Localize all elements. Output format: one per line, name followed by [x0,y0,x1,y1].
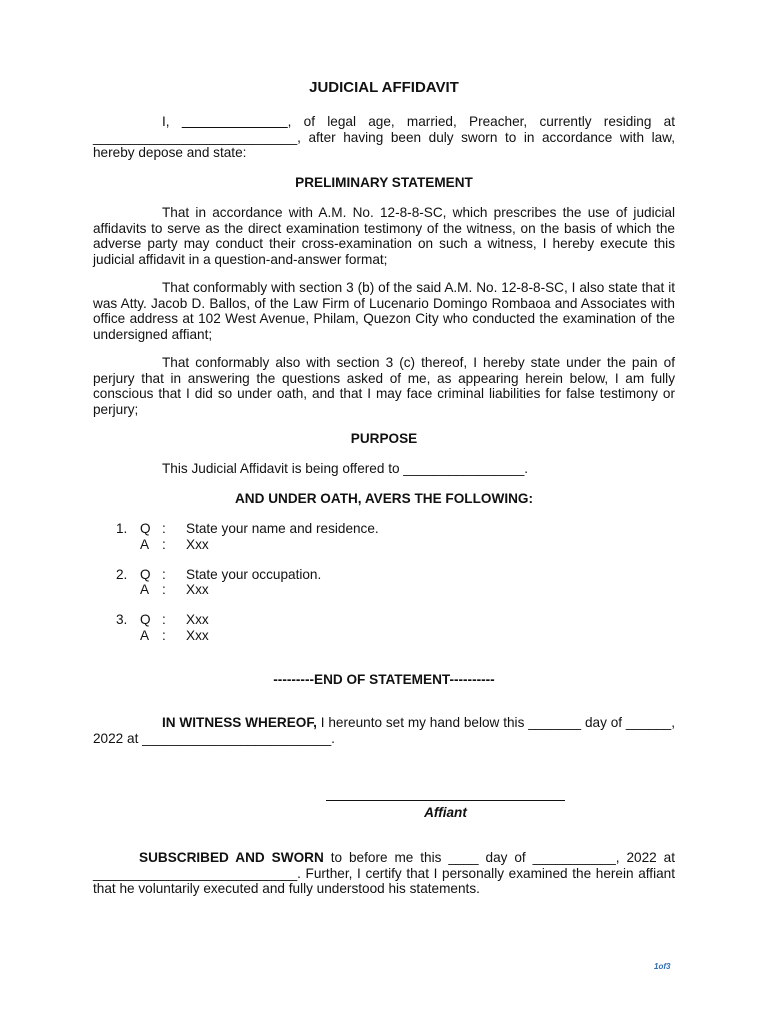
witness-bold: IN WITNESS WHEREOF, [162,715,317,730]
subscribed-bold: SUBSCRIBED AND SWORN [139,850,324,865]
a-label: A [140,582,150,597]
intro-paragraph [93,114,675,161]
answer-text: Xxx [186,537,209,552]
purpose-text: This Judicial Affidavit is being offered to ________________. [162,461,529,476]
answer-text: Xxx [186,628,209,643]
page-number: 1of3 [654,962,671,971]
subscribed-paragraph [93,850,675,897]
question-text: Xxx [186,612,209,627]
subscribed-text: to before me this ____ day of ___________, 2022 at ___________________________. Further, I certify that I personally examined the herein affiant that he voluntarily executed and fully understood his statements. [93,850,676,896]
qa-number: 2. [116,567,128,582]
qa-number: 3. [116,612,128,627]
intro-text-rest: , of legal age, married, Preacher, currently residing at ___________________________, after having been duly sworn to in accordance with law, hereby depose and state: [93,114,675,160]
colon: : [162,537,166,552]
purpose-heading: PURPOSE [350,431,418,446]
colon: : [162,612,166,627]
colon: : [162,628,166,643]
intro-text-start: I, [162,114,170,129]
signature-line [326,800,565,801]
document-page [93,0,675,1024]
colon: : [162,582,166,597]
q-label: Q [140,612,151,627]
preliminary-paragraph-3: That conformably also with section 3 (c) thereof, I hereby state under the pain of perjury that in answering the questions asked of me, as appearing herein below, I am fully conscious that I did so under oath, and that I may face criminal liabilities for false testimony or perjury; [93,355,675,417]
colon: : [162,567,166,582]
a-label: A [140,537,150,552]
witness-paragraph [93,715,675,746]
preliminary-heading: PRELIMINARY STATEMENT [295,175,473,190]
q-label: Q [140,521,151,536]
end-of-statement: ---------END OF STATEMENT---------- [273,672,495,687]
a-label: A [140,628,150,643]
question-text: State your occupation. [186,567,322,582]
answer-text: Xxx [186,582,209,597]
preliminary-paragraph-2: That conformably with section 3 (b) of the said A.M. No. 12-8-8-SC, I also state that it was Atty. Jacob D. Ballos, of the Law Firm of Lucenario Domingo Rombaoa and Associates with office address at 102 West Avenue, Philam, Quezon City who conducted the examination of the undersigned affiant; [93,280,675,342]
question-text: State your name and residence. [186,521,379,536]
document-title: JUDICIAL AFFIDAVIT [309,79,459,96]
q-label: Q [140,567,151,582]
qa-number: 1. [116,521,128,536]
witness-text: I hereunto set my hand below this _______ day of ______, 2022 at _________________________. [93,715,675,746]
preliminary-paragraph-1: That in accordance with A.M. No. 12-8-8-SC, which prescribes the use of judicial affidavits to serve as the direct examination testimony of the witness, on the basis of which the adverse party may conduct their cross-examination on such a witness, I hereby execute this judicial affidavit in a question-and-answer format; [93,205,675,267]
oath-heading: AND UNDER OATH, AVERS THE FOLLOWING: [234,491,534,506]
colon: : [162,521,166,536]
name-blank: ______________ [181,114,288,129]
affiant-label: Affiant [424,805,467,820]
